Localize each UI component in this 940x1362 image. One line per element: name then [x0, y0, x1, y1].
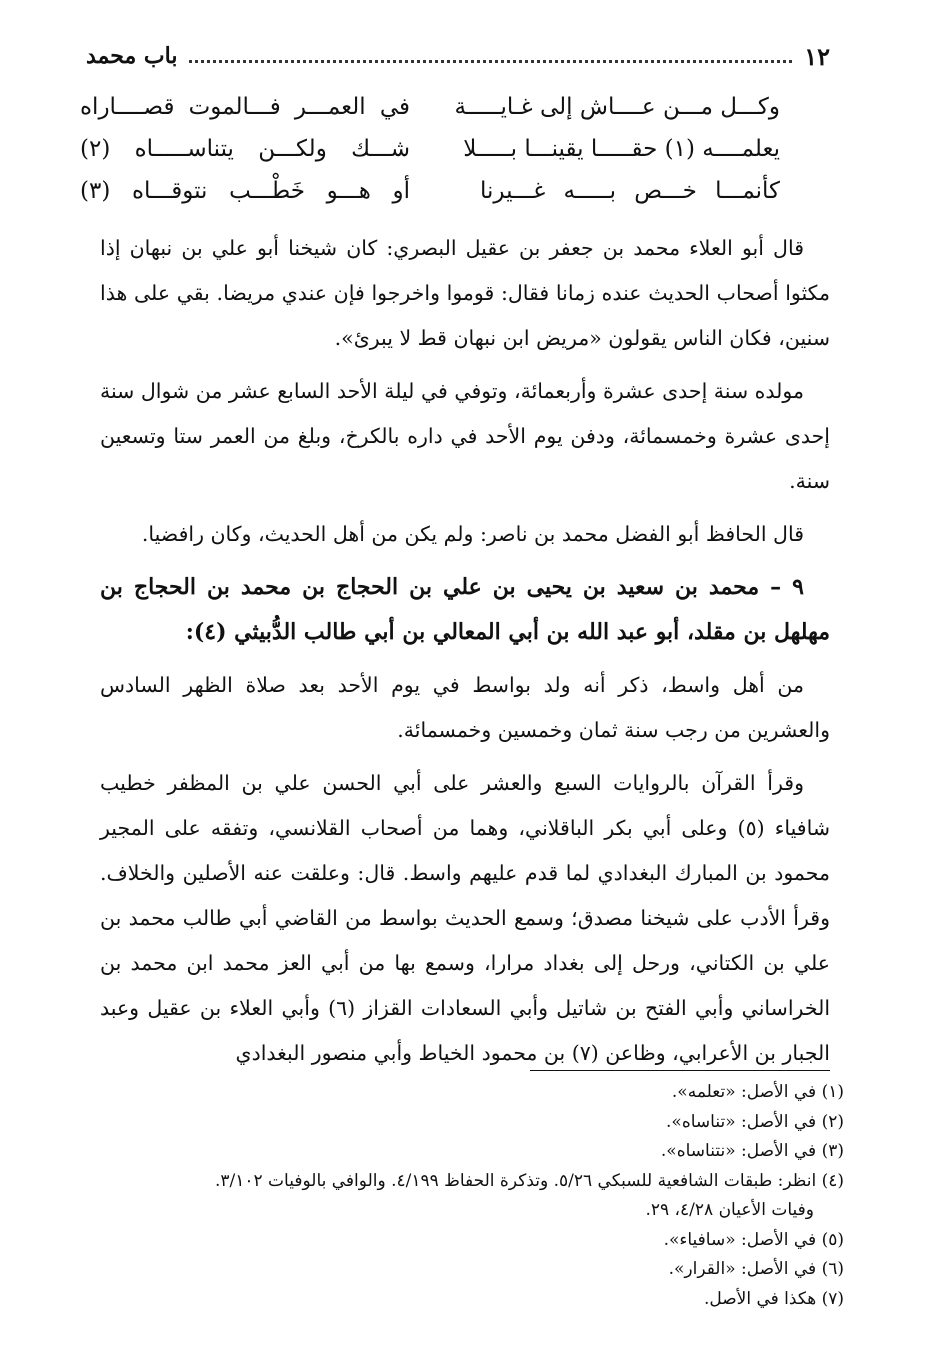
running-title: باب محمد — [86, 43, 178, 69]
poem-verse — [80, 86, 780, 128]
footnotes — [96, 1078, 844, 1314]
footnote: (٤) انظر: طبقات الشافعية للسبكي ٥/٢٦. وتذكرة الحفاظ ٤/١٩٩. والوافي بالوفيات ٣/١٠٢. — [214, 1170, 844, 1191]
footnote: (٦) في الأصل: «القرار». — [668, 1259, 844, 1279]
poem-verse — [80, 170, 780, 212]
poem-block — [80, 86, 780, 212]
paragraph: من أهل واسط، ذكر أنه ولد بواسط في يوم الأحد بعد صلاة الظهر السادس والعشرين من رجب سنة ثمان وخمسين وخمسمائة. — [100, 673, 830, 742]
first-hemistich: يعلمــــه (١) حقـــــا يقينـــا بـــــلا — [463, 136, 780, 162]
second-hemistich: في العمـــر فـــالموت قصــــاراه — [80, 94, 410, 120]
footnote: (٣) في الأصل: «نتناساه». — [660, 1141, 844, 1161]
footnote: (١) في الأصل: «تعلمه». — [671, 1082, 844, 1102]
first-hemistich: وكـــل مـــن عــــاش إلى غـايـــــة — [454, 94, 780, 120]
footnote: (٥) في الأصل: «سافياء». — [663, 1229, 844, 1250]
entry-heading: ٩ – محمد بن سعيد بن يحيى بن علي بن الحجاج بن محمد بن الحجاج بن مهلهل بن مقلد، أبو عبد الله بن أبي المعالي بن أبي طالب الدُّبيثي (٤): — [100, 574, 830, 645]
poem-verse — [80, 128, 780, 170]
paragraph: وقرأ القرآن بالروايات السبع والعشر على أبي الحسن علي بن المظفر خطيب شافياء (٥) وعلى أبي بكر الباقلاني، وهما من أصحاب القلانسي، وتفقه على المجير محمود بن المبارك البغدادي لما قدم عليهم واسط. قال: وعلقت عنه الأصلين والخلاف. وقرأ الأدب على شيخنا مصدق؛ وسمع الحديث بواسط من القاضي أبي طالب محمد بن علي بن الكتاني، ورحل إلى بغداد مرارا، وسمع بها من أبي العز محمد ابن محمد بن الخراساني وأبي الفتح بن شاتيل وأبي السعادات القزاز (٦) وأبي العلاء بن عقيل وعبد الجبار بن الأعرابي، وظاعن (٧) بن محمود الخياط وأبي منصور البغدادي — [100, 771, 831, 1065]
second-hemistich: أو هـــو خَطْـــب نتوقـــاه (٣) — [80, 178, 410, 204]
page-number: ١٢ — [804, 41, 830, 71]
page-header — [86, 36, 830, 76]
footnote-separator — [530, 1070, 830, 1071]
footnote: (٧) هكذا في الأصل. — [703, 1288, 844, 1309]
second-hemistich: شـــك ولكـــن يتناســـــاه (٢) — [80, 136, 410, 162]
footnote-continuation: وفيات الأعيان ٤/٢٨، ٢٩. — [645, 1200, 814, 1220]
paragraph: قال الحافظ أبو الفضل محمد بن ناصر: ولم يكن من أهل الحديث، وكان رافضيا. — [141, 522, 804, 546]
body-text — [100, 226, 830, 1084]
footnote: (٢) في الأصل: «تناساه». — [666, 1111, 844, 1132]
first-hemistich: كأنمـــا خـــص بـــــه غـــيرنا — [480, 178, 780, 204]
dotted-leader — [189, 59, 792, 63]
paragraph: قال أبو العلاء محمد بن جعفر بن عقيل البصري: كان شيخنا أبو علي بن نبهان إذا مكثوا أصحاب الحديث عنده زمانا فقال: قوموا واخرجوا فإن عندي مريضا. بقي على هذا سنين، فكان الناس يقولون «مريض ابن نبهان قط لا يبرئ». — [100, 236, 830, 350]
paragraph: مولده سنة إحدى عشرة وأربعمائة، وتوفي في ليلة الأحد السابع عشر من شوال سنة إحدى عشرة وخمسمائة، ودفن يوم الأحد في داره بالكرخ، وبلغ من العمر ستا وتسعين سنة. — [100, 379, 830, 493]
